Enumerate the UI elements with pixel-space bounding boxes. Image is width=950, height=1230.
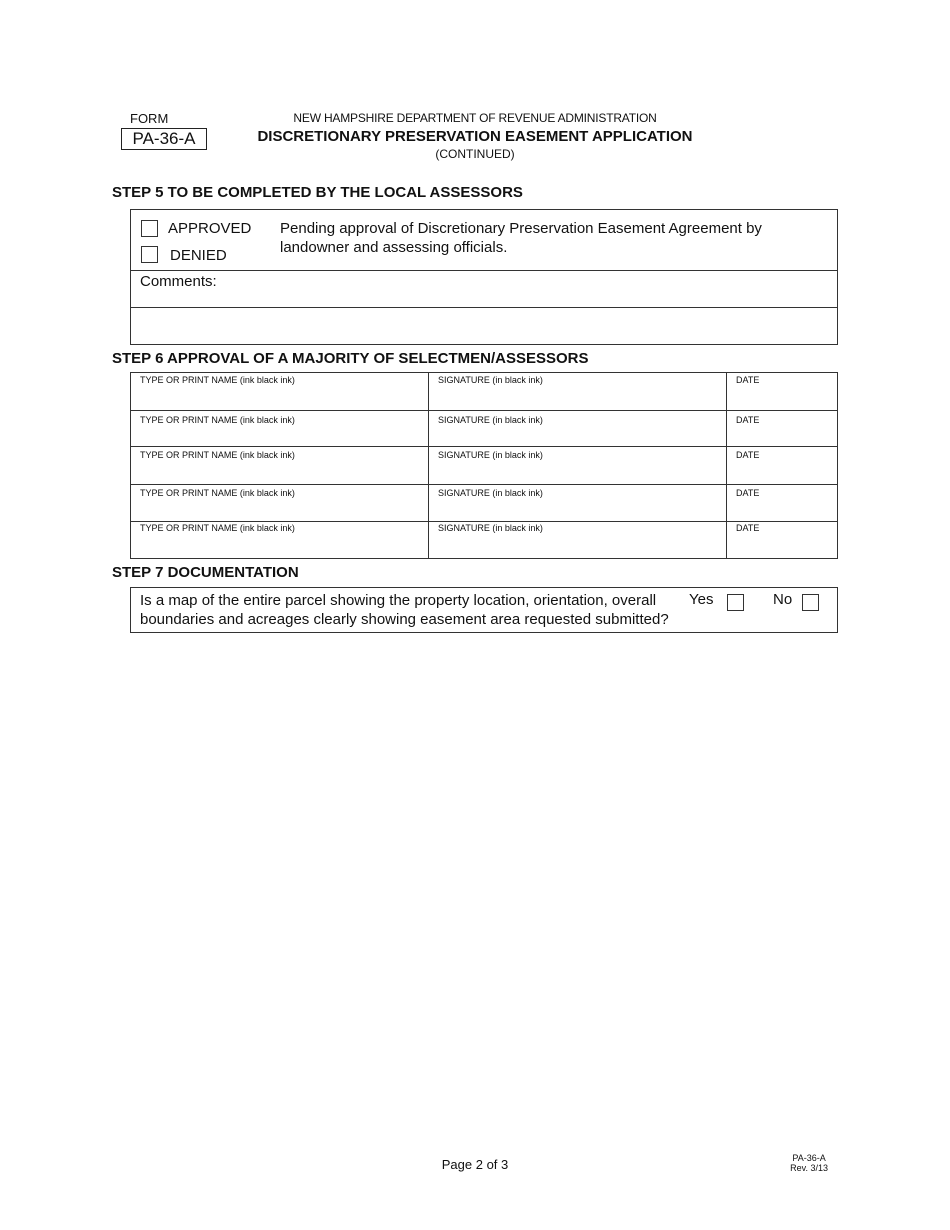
form-label: FORM — [130, 111, 169, 126]
table-row — [131, 373, 837, 410]
signature-field-label: SIGNATURE (in black ink) — [438, 523, 543, 533]
no-checkbox[interactable] — [802, 594, 819, 611]
date-field-label: DATE — [736, 375, 760, 385]
name-field-label: TYPE OR PRINT NAME (ink black ink) — [140, 450, 295, 460]
form-title: DISCRETIONARY PRESERVATION EASEMENT APPLICATION — [257, 128, 693, 145]
table-row — [131, 447, 837, 484]
date-field-label: DATE — [736, 415, 760, 425]
denied-label: DENIED — [170, 247, 227, 264]
no-label: No — [773, 591, 793, 608]
pending-approval-text: Pending approval of Discretionary Preservation Easement Agreement by landowner and assessing officials. — [280, 220, 762, 256]
footer-revision: Rev. 3/13 — [790, 1163, 828, 1173]
name-field-label: TYPE OR PRINT NAME (ink black ink) — [140, 415, 295, 425]
approved-label: APPROVED — [168, 220, 252, 237]
footer-form-id: PA-36-A — [792, 1153, 826, 1163]
comments-line-1[interactable] — [221, 271, 831, 307]
step5-title: STEP 5 TO BE COMPLETED BY THE LOCAL ASSESSORS — [112, 184, 523, 201]
name-field-label: TYPE OR PRINT NAME (ink black ink) — [140, 375, 295, 385]
form-number: PA-36-A — [121, 128, 207, 150]
name-field-label: TYPE OR PRINT NAME (ink black ink) — [140, 488, 295, 498]
name-field-label: TYPE OR PRINT NAME (ink black ink) — [140, 523, 295, 533]
comments-line-2[interactable] — [131, 308, 837, 344]
signature-field-label: SIGNATURE (in black ink) — [438, 415, 543, 425]
table-row — [131, 522, 837, 558]
map-question: Is a map of the entire parcel showing the property location, orientation, overall boundaries and acreages clearly showing easement area requested submitted? — [140, 592, 669, 628]
table-row — [131, 485, 837, 521]
step7-title: STEP 7 DOCUMENTATION — [112, 564, 299, 581]
department-name: NEW HAMPSHIRE DEPARTMENT OF REVENUE ADMINISTRATION — [293, 111, 657, 125]
step6-title: STEP 6 APPROVAL OF A MAJORITY OF SELECTMEN/ASSESSORS — [112, 350, 589, 367]
date-field-label: DATE — [736, 488, 760, 498]
signature-table — [130, 372, 838, 559]
revision-info — [790, 1153, 828, 1173]
table-row — [131, 411, 837, 447]
approved-checkbox[interactable] — [141, 220, 158, 237]
continued-label: (CONTINUED) — [435, 147, 515, 161]
signature-field-label: SIGNATURE (in black ink) — [438, 450, 543, 460]
yes-checkbox[interactable] — [727, 594, 744, 611]
comments-label: Comments: — [140, 273, 217, 290]
denied-checkbox[interactable] — [141, 246, 158, 263]
page-number: Page 2 of 3 — [441, 1157, 509, 1172]
yes-label: Yes — [689, 591, 714, 608]
date-field-label: DATE — [736, 450, 760, 460]
step7-box — [130, 587, 838, 633]
signature-field-label: SIGNATURE (in black ink) — [438, 488, 543, 498]
date-field-label: DATE — [736, 523, 760, 533]
signature-field-label: SIGNATURE (in black ink) — [438, 375, 543, 385]
step5-box — [130, 209, 838, 345]
